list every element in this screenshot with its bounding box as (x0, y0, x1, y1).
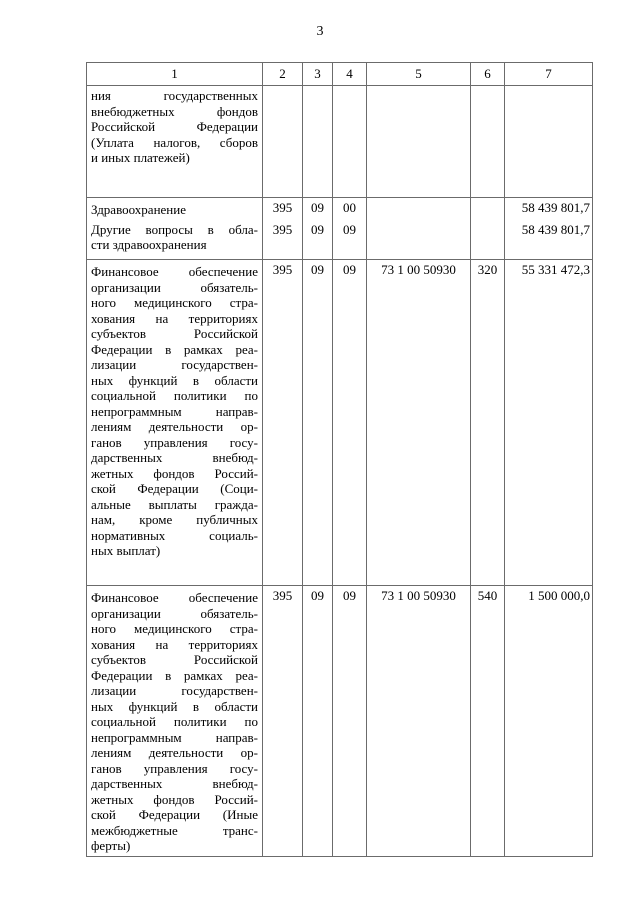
cell-section: 09 (303, 260, 333, 586)
column-header: 1 (87, 63, 263, 86)
description-line: социальной политики по (91, 714, 258, 729)
header-row (87, 63, 593, 86)
description-line: нормативных социаль- (91, 527, 258, 543)
row-description (87, 220, 263, 260)
description-line: хования на территориях (91, 636, 258, 652)
description-line: сти здравоохранения (91, 237, 207, 252)
cell-expense-type (471, 220, 505, 260)
cell-target-article (367, 86, 471, 198)
description-line: внебюджетных фондов (91, 103, 258, 119)
column-header: 7 (505, 63, 593, 86)
cell-subsection: 00 (333, 198, 367, 220)
description-line: лениям деятельности ор- (91, 419, 258, 434)
description-line: ганов управления госу- (91, 434, 258, 450)
cell-subsection: 09 (333, 220, 367, 260)
cell-target-article (367, 198, 471, 220)
description-line: ния государственных (91, 88, 258, 103)
description-line: жетных фондов Россий- (91, 791, 258, 807)
description-line: Финансовое обеспечение (91, 590, 258, 605)
cell-expense-type (471, 86, 505, 198)
column-header: 4 (333, 63, 367, 86)
table-row (87, 586, 593, 857)
description-line: альные выплаты гражда- (91, 496, 258, 512)
description-line: Российской Федерации (91, 119, 258, 134)
row-description (87, 198, 263, 220)
cell-amount: 58 439 801,7 (505, 198, 593, 220)
cell-section: 09 (303, 220, 333, 260)
description-line: ферты) (91, 838, 131, 853)
cell-target-article: 73 1 00 50930 (367, 586, 471, 857)
description-line: нам, кроме публичных (91, 512, 258, 527)
description-line: ганов управления госу- (91, 760, 258, 776)
budget-table (86, 62, 593, 857)
cell-amount: 58 439 801,7 (505, 220, 593, 260)
description-line: дарственных внебюд- (91, 450, 258, 465)
column-header: 3 (303, 63, 333, 86)
description-line: непрограммным направ- (91, 729, 258, 745)
description-line: организации обязатель- (91, 605, 258, 621)
description-line: ного медицинского стра- (91, 295, 258, 310)
description-line: (Уплата налогов, сборов (91, 134, 258, 150)
cell-section (303, 86, 333, 198)
page-number: 3 (316, 24, 324, 39)
row-description (87, 586, 263, 857)
description-line: Федерации в рамках реа- (91, 341, 258, 357)
column-header: 5 (367, 63, 471, 86)
description-line: ской Федерации (Иные (91, 807, 258, 822)
cell-subsection (333, 86, 367, 198)
cell-amount: 1 500 000,0 (505, 586, 593, 857)
description-line: Здравоохранение (91, 202, 186, 217)
description-line: дарственных внебюд- (91, 776, 258, 791)
cell-section: 09 (303, 198, 333, 220)
description-line: лениям деятельности ор- (91, 745, 258, 760)
cell-admin: 395 (263, 260, 303, 586)
description-line: хования на территориях (91, 310, 258, 326)
description-line: лизации государствен- (91, 357, 258, 372)
cell-section: 09 (303, 586, 333, 857)
description-line: ных функций в области (91, 698, 258, 714)
table-row (87, 198, 593, 220)
description-line: ных выплат) (91, 543, 161, 558)
description-line: социальной политики по (91, 388, 258, 403)
description-line: субъектов Российской (91, 652, 258, 667)
description-line: ного медицинского стра- (91, 621, 258, 636)
column-header: 2 (263, 63, 303, 86)
cell-expense-type: 540 (471, 586, 505, 857)
cell-admin: 395 (263, 198, 303, 220)
cell-admin (263, 86, 303, 198)
cell-admin: 395 (263, 586, 303, 857)
description-line: субъектов Российской (91, 326, 258, 341)
description-line: ных функций в области (91, 372, 258, 388)
cell-admin: 395 (263, 220, 303, 260)
cell-amount: 55 331 472,3 (505, 260, 593, 586)
row-description (87, 86, 263, 198)
description-line: жетных фондов Россий- (91, 465, 258, 481)
cell-amount (505, 86, 593, 198)
description-line: лизации государствен- (91, 683, 258, 698)
cell-expense-type (471, 198, 505, 220)
description-line: ской Федерации (Соци- (91, 481, 258, 496)
cell-subsection: 09 (333, 260, 367, 586)
cell-target-article: 73 1 00 50930 (367, 260, 471, 586)
table-row (87, 86, 593, 198)
cell-subsection: 09 (333, 586, 367, 857)
description-line: Финансовое обеспечение (91, 264, 258, 279)
table-row (87, 260, 593, 586)
table-row (87, 220, 593, 260)
description-line: организации обязатель- (91, 279, 258, 295)
row-description (87, 260, 263, 586)
column-header: 6 (471, 63, 505, 86)
description-line: и иных платежей) (91, 150, 190, 165)
cell-target-article (367, 220, 471, 260)
description-line: Федерации в рамках реа- (91, 667, 258, 683)
description-line: непрограммным направ- (91, 403, 258, 419)
description-line: межбюджетные транс- (91, 822, 258, 838)
description-line: Другие вопросы в обла- (91, 221, 258, 237)
cell-expense-type: 320 (471, 260, 505, 586)
